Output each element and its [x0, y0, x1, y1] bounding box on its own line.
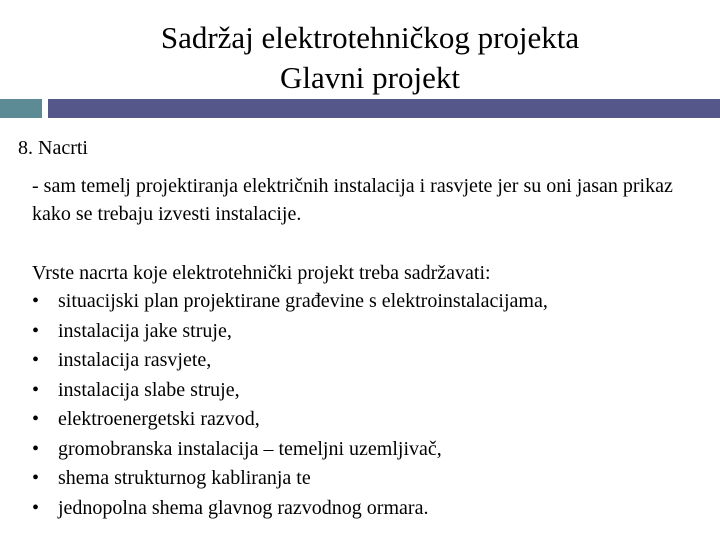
slide-title: [0, 18, 720, 98]
list-item-text: jednopolna shema glavnog razvodnog ormara.: [58, 496, 429, 519]
divider-bar-right: [48, 99, 720, 118]
drawing-types-list: [32, 287, 712, 523]
list-item: [32, 494, 712, 524]
list-item-text: shema strukturnog kabliranja te: [58, 467, 311, 489]
list-item-text: instalacija rasvjete,: [58, 349, 212, 371]
list-item-text: instalacija slabe struje,: [58, 378, 240, 401]
list-intro: Vrste nacrta koje elektrotehnički projekt treba sadržavati:: [32, 262, 491, 284]
list-item: [32, 376, 712, 406]
title-line-1: Sadržaj elektrotehničkog projekta: [160, 20, 580, 55]
intro-paragraph: - sam temelj projektiranja električnih instalacija i rasvjete jer su oni jasan prikaz kako se trebaju izvesti instalacije.: [32, 175, 673, 225]
list-item: [32, 435, 712, 465]
list-item-text: gromobranska instalacija – temeljni uzemljivač,: [58, 437, 442, 460]
bullet-icon: •: [32, 408, 40, 430]
bullet-icon: •: [32, 496, 40, 519]
bullet-icon: •: [32, 378, 40, 401]
bullet-icon: •: [32, 437, 40, 460]
title-line-2: Glavni projekt: [280, 60, 460, 95]
bullet-icon: •: [32, 467, 40, 489]
section-heading: 8. Nacrti: [18, 137, 88, 159]
list-item-text: instalacija jake struje,: [58, 319, 232, 342]
list-item-text: situacijski plan projektirane građevine s elektroinstalacijama,: [58, 290, 548, 312]
bullet-icon: •: [32, 290, 40, 312]
divider-bar-left: [0, 99, 42, 118]
bullet-icon: •: [32, 349, 40, 371]
list-item: [32, 317, 712, 347]
bullet-icon: •: [32, 319, 40, 342]
list-item: [32, 287, 712, 317]
list-item: [32, 405, 712, 435]
list-item: [32, 346, 712, 376]
list-item: [32, 464, 712, 494]
list-item-text: elektroenergetski razvod,: [58, 408, 260, 430]
